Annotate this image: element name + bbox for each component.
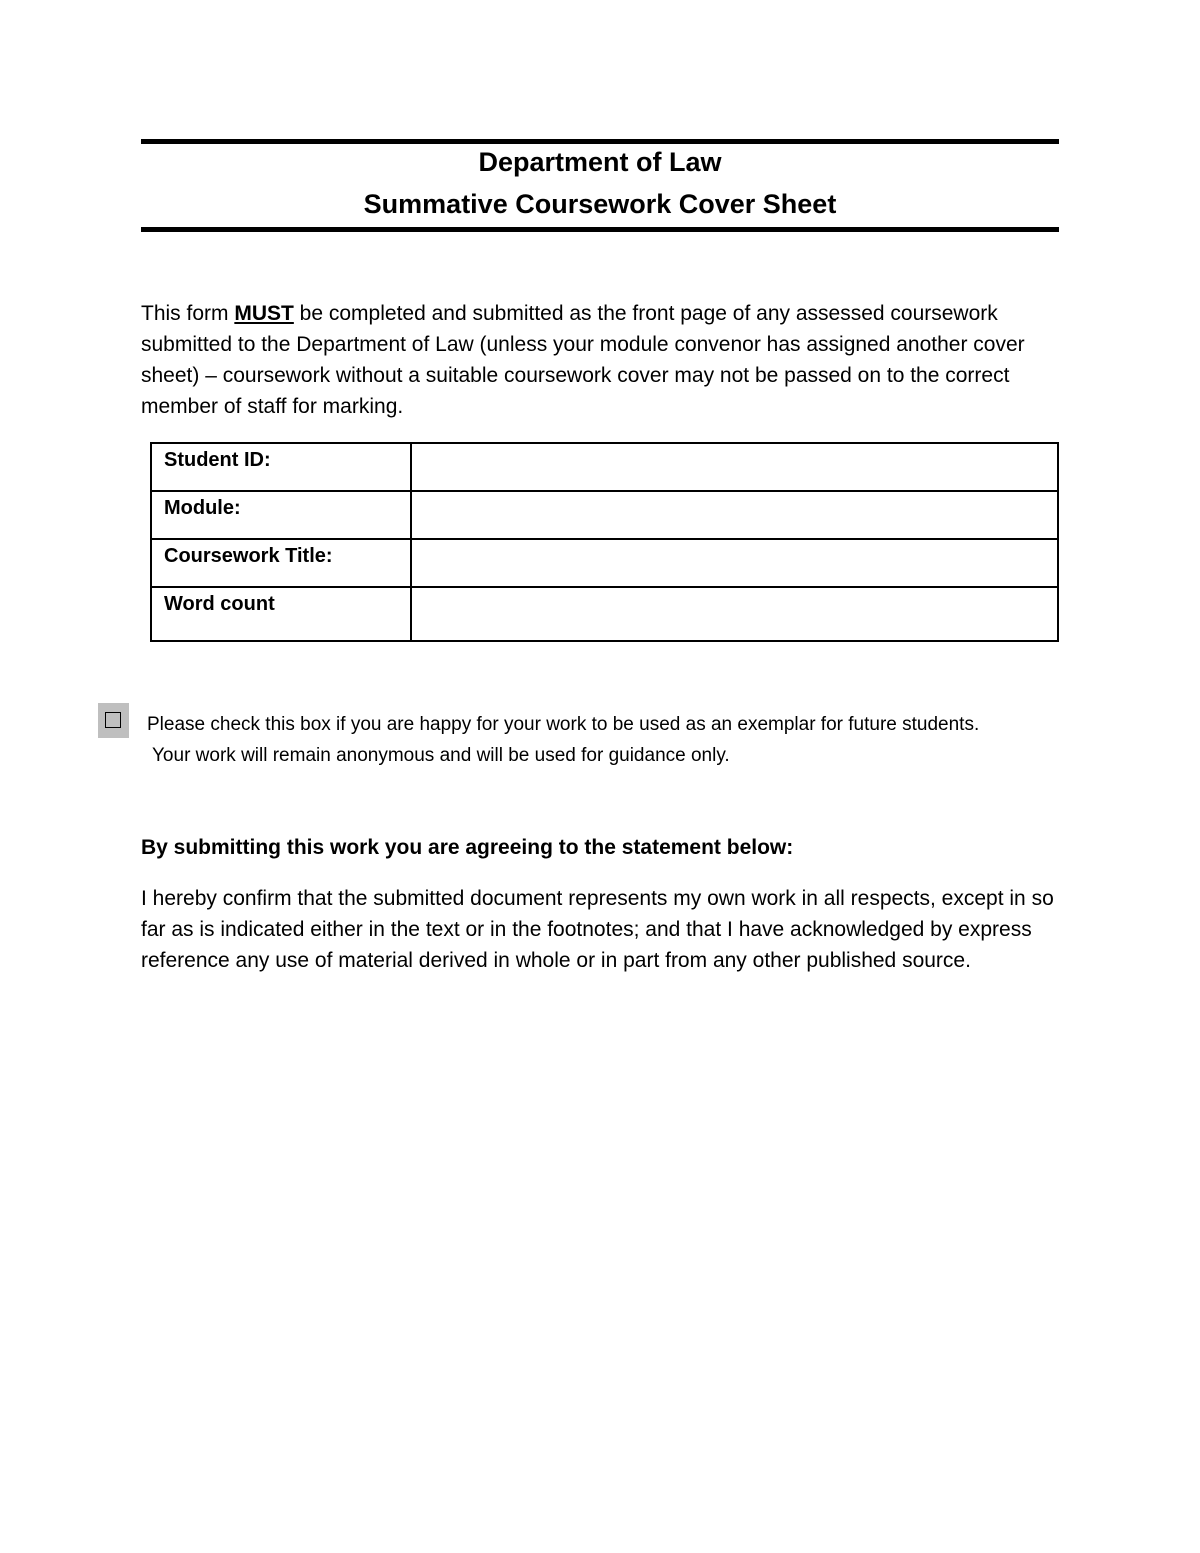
department-title: Department of Law — [478, 147, 722, 177]
declaration-statement: I hereby confirm that the submitted document represents my own work in all respects, except in so far as is indicated either in the text or in the footnotes; and that I have acknowledged by express reference any use of material derived in whole or in part from any other published source. — [141, 887, 1054, 972]
coursework-title-label: Coursework Title: — [151, 539, 411, 587]
table-row — [151, 539, 1058, 587]
consent-line-2: Your work will remain anonymous and will be used for guidance only. — [152, 745, 730, 766]
table-row — [151, 587, 1058, 641]
declaration-heading: By submitting this work you are agreeing to the statement below: — [141, 836, 794, 859]
student-id-field[interactable] — [411, 443, 1058, 491]
header-bottom-rule — [141, 227, 1059, 232]
header-top-rule — [141, 139, 1059, 144]
cover-sheet-title: Summative Coursework Cover Sheet — [363, 189, 837, 219]
table-row — [151, 443, 1058, 491]
intro-text: be completed and submitted as the front page of any assessed coursework submitted to the Department of Law (unless your module convenor has assigned another cover sheet) – coursework without a suitable coursework cover may not be passed on to the correct member of staff for marking. — [141, 302, 1025, 418]
intro-paragraph — [141, 298, 1061, 422]
exemplar-checkbox[interactable] — [98, 703, 129, 738]
coursework-title-field[interactable] — [411, 539, 1058, 587]
module-label: Module: — [151, 491, 411, 539]
consent-line-1: Please check this box if you are happy for your work to be used as an exemplar for future students. — [147, 714, 980, 735]
table-row — [151, 491, 1058, 539]
checkbox-square-icon — [105, 712, 121, 728]
intro-prefix: This form — [141, 302, 235, 325]
module-field[interactable] — [411, 491, 1058, 539]
student-details-table — [150, 442, 1059, 642]
exemplar-consent-text — [147, 709, 1107, 771]
intro-must-emphasis: MUST — [234, 302, 294, 325]
word-count-label: Word count — [151, 587, 411, 641]
student-id-label: Student ID: — [151, 443, 411, 491]
word-count-field[interactable] — [411, 587, 1058, 641]
